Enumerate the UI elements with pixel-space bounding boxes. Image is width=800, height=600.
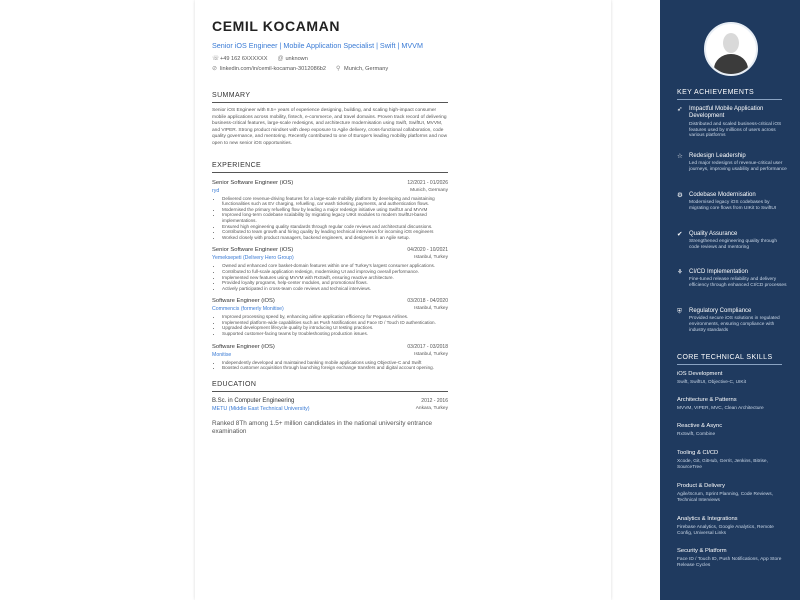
- achievements-heading: KEY ACHIEVEMENTS: [677, 89, 782, 100]
- bullet-item: • Improved long-term codebase scalability by migrating legacy UIKit modules to modern SwiftUI-based implementations.: [222, 212, 448, 223]
- email-icon: @: [277, 55, 284, 62]
- linkedin-link[interactable]: linkedin.com/in/cemil-kocaman-3012086b2: [220, 66, 327, 72]
- skill-title: iOS Development: [677, 371, 723, 377]
- job-dates: 12/2021 - 01/2026: [407, 179, 448, 186]
- achievement-title: Impactful Mobile Application Development: [689, 106, 764, 120]
- bullet-item: • Implemented new features using MVVM with RxSwift, ensuring reactive architecture.: [222, 275, 448, 281]
- summary-text: Senior iOS Engineer with 8.5+ years of experience designing, building, and scaling high-impact consumer mobile applications across mobility, fintech, e-commerce, and travel domains. Proven track record of delivering business-critical features, large-scale redesigns, and architecture modernisation using Swift, SwiftUI, MVVM, and VIPER. Strong product mindset with deep exposure to Agile delivery, cross-functional collaboration, code quality governance, and mentoring. Recently contributed to one of Europe's leading mobility platforms and now open to new senior iOS opportunities.: [212, 108, 448, 146]
- bullet-item: • Contributed to full-scale application redesign, modernising UI and improving overall performance.: [222, 269, 448, 275]
- summary-heading: SUMMARY: [212, 92, 448, 103]
- bullet-item: • Boosted customer acquisition through launching foreign exchange transfers and digital account opening.: [222, 365, 448, 371]
- skill-title: Tooling & CI/CD: [677, 450, 719, 456]
- edu-degree: B.Sc. in Computer Engineering: [212, 397, 295, 404]
- achievement-item: [677, 269, 787, 289]
- job-company: Monitise: [212, 351, 232, 358]
- location-pin-icon: ⚲: [336, 66, 341, 72]
- bullet-item: • Upgraded development lifecycle quality by introducing UI testing practices.: [222, 325, 448, 331]
- job-location: Munich, Germany: [410, 187, 448, 193]
- job-role: Senior Software Engineer (iOS): [212, 179, 294, 186]
- phone-text: +49 162 6XXXXXX: [220, 56, 268, 62]
- headline: Senior iOS Engineer | Mobile Application Specialist | Swift | MVVM: [212, 41, 423, 50]
- job-company: Commencis (formerly Monitise): [212, 306, 284, 313]
- achievement-item: [677, 308, 787, 334]
- achievement-item: [677, 153, 787, 173]
- skill-text: Face ID / Touch ID, Push Notifications, App Store Release Cycles: [677, 557, 782, 568]
- skill-text: Agile/Scrum, Sprint Planning, Code Reviews, Technical Interviews: [677, 492, 773, 503]
- achievement-title: Redesign Leadership: [689, 153, 746, 159]
- gear-icon: ⚙: [677, 192, 683, 199]
- skill-title: Architecture & Patterns: [677, 397, 737, 403]
- skill-text: MVVM, VIPER, MVC, Clean Architecture: [677, 406, 764, 411]
- phone-icon: ☏: [212, 56, 220, 62]
- skills-heading: CORE TECHNICAL SKILLS: [677, 354, 782, 365]
- skill-text: RxSwift, Combine: [677, 432, 716, 437]
- achievement-item: [677, 192, 787, 212]
- skill-group: [677, 483, 787, 504]
- contact-row-2: [212, 65, 448, 72]
- edu-school: METU (Middle East Technical University): [212, 405, 310, 412]
- bullet-item: • Improved processing speed by, enhancing airline application efficiency for Pegasus Airlines.: [222, 314, 448, 320]
- bullet-item: • Independently developed and maintained banking mobile applications using Objective-C and Swift: [222, 360, 448, 366]
- pipeline-icon: ⚘: [677, 269, 683, 276]
- achievement-text: Led major redesigns of revenue-critical user journeys, improving usability and performance: [689, 161, 787, 173]
- resume-page: [195, 0, 787, 600]
- skill-text: Swift, SwiftUI, Objective-C, UIKit: [677, 380, 747, 385]
- bullet-item: • Provided loyalty programs, help-center modules, and promotional flows.: [222, 280, 448, 286]
- bullet-item: • Contributed to team growth and hiring quality by leading technical interviews for incoming iOS engineers: [222, 229, 448, 235]
- education-heading: EDUCATION: [212, 381, 448, 392]
- contact-row-1: [212, 55, 448, 62]
- job-bullets: [212, 196, 448, 241]
- job-dates: 03/2018 - 04/2020: [407, 298, 448, 305]
- skill-title: Product & Delivery: [677, 483, 726, 489]
- achievement-text: Provided secure iOS solutions in regulated environments, ensuring compliance with industry standards: [689, 316, 780, 333]
- job-entry: [212, 180, 448, 241]
- job-location: Istanbul, Turkey: [414, 255, 448, 261]
- skill-group: [677, 450, 787, 471]
- job-company: Yemeksepeti (Delivery Hero Group): [212, 255, 294, 262]
- job-dates: 04/2020 - 10/2021: [407, 247, 448, 254]
- bullet-item: • Modernised the primary refuelling flow by leading a major redesign initiative using SwiftUI and MVVM: [222, 207, 448, 213]
- skill-group: [677, 371, 787, 386]
- job-entry: [212, 247, 448, 291]
- job-bullets: [212, 314, 448, 336]
- bullet-item: • Ensured high engineering quality standards through regular code reviews and architectural discussions.: [222, 224, 448, 230]
- bullet-item: • Worked closely with product managers, backend engineers, and designers in an Agile setup.: [222, 235, 448, 241]
- skill-title: Security & Platform: [677, 548, 727, 554]
- avatar-shoulders: [714, 54, 748, 76]
- achievement-text: Fine-tuned release reliability and delivery efficiency through enhanced CI/CD processes: [689, 277, 787, 289]
- rocket-icon: ➶: [677, 106, 683, 113]
- bullet-item: • Delivered core revenue-driving features for a large-scale mobility platform by developing and maintaining functionalities such as EV charging, refuelling, car wash ticketing, payments, and authentication flows.: [222, 196, 448, 207]
- achievement-text: Distributed and scaled business-critical iOS features used by millions of users across various platforms: [689, 121, 782, 139]
- achievement-text: Strengthened engineering quality through code reviews and mentoring: [689, 239, 778, 251]
- edu-location: Ankara, Turkey: [415, 405, 448, 411]
- achievement-title: Quality Assurance: [689, 231, 738, 237]
- job-entry: [212, 298, 448, 336]
- skill-group: [677, 548, 787, 569]
- job-role: Software Engineer (iOS): [212, 343, 275, 350]
- skill-group: [677, 516, 787, 537]
- avatar-head: [723, 33, 739, 53]
- edu-note: Ranked 8Th among 1.5+ million candidates in the national university entrance examination: [212, 419, 433, 435]
- bullet-item: • Implemented platform-wide capabilities such as Push Notifications and Face ID / Touch ID authentication.: [222, 320, 448, 326]
- skill-title: Reactive & Async: [677, 423, 723, 429]
- job-dates: 03/2017 - 03/2018: [407, 343, 448, 350]
- achievement-item: [677, 231, 787, 251]
- job-location: Istanbul, Turkey: [414, 306, 448, 312]
- job-bullets: [212, 263, 448, 291]
- bullet-item: • Supported customer-facing teams by troubleshooting production issues.: [222, 331, 448, 337]
- job-entry: [212, 344, 448, 371]
- bullet-item: • Actively participated in cross-team code reviews and technical interviews.: [222, 286, 448, 292]
- check-icon: ✔: [677, 231, 683, 238]
- main-column: [212, 18, 448, 436]
- job-company: ryd: [212, 187, 220, 194]
- achievement-title: Codebase Modernisation: [689, 192, 756, 198]
- skill-group: [677, 397, 787, 412]
- email-text: unknown: [285, 55, 308, 62]
- skill-text: Xcode, Git, GitHub, Gerrit, Jenkins, Bitrise, SourceTree: [677, 459, 768, 470]
- achievement-title: Regulatory Compliance: [689, 308, 752, 314]
- skill-group: [677, 423, 787, 438]
- achievement-title: CI/CD Implementation: [689, 269, 749, 275]
- star-icon: ☆: [677, 153, 683, 160]
- skill-title: Analytics & Integrations: [677, 516, 738, 522]
- edu-dates: 2012 - 2016: [421, 397, 448, 404]
- candidate-name: CEMIL KOCAMAN: [212, 18, 341, 34]
- link-icon: ⊘: [212, 66, 218, 72]
- experience-heading: EXPERIENCE: [212, 162, 448, 173]
- skill-text: Firebase Analytics, Google Analytics, Remote Config, Universal Links: [677, 525, 774, 536]
- job-location: Istanbul, Turkey: [414, 351, 448, 357]
- shield-icon: ⛨: [677, 308, 682, 315]
- job-role: Software Engineer (iOS): [212, 298, 275, 305]
- avatar: [704, 22, 758, 76]
- sidebar-column: [660, 0, 800, 600]
- job-bullets: [212, 360, 448, 371]
- bullet-item: • Owned and enhanced core basket-domain features within one of Turkey's largest consumer applications.: [222, 263, 448, 269]
- achievement-text: Modernised legacy iOS codebases by migrating core flows from UIKit to SwiftUI: [689, 200, 777, 212]
- location-text: Munich, Germany: [344, 66, 389, 72]
- job-role: Senior Software Engineer (iOS): [212, 247, 294, 254]
- achievement-item: [677, 106, 787, 139]
